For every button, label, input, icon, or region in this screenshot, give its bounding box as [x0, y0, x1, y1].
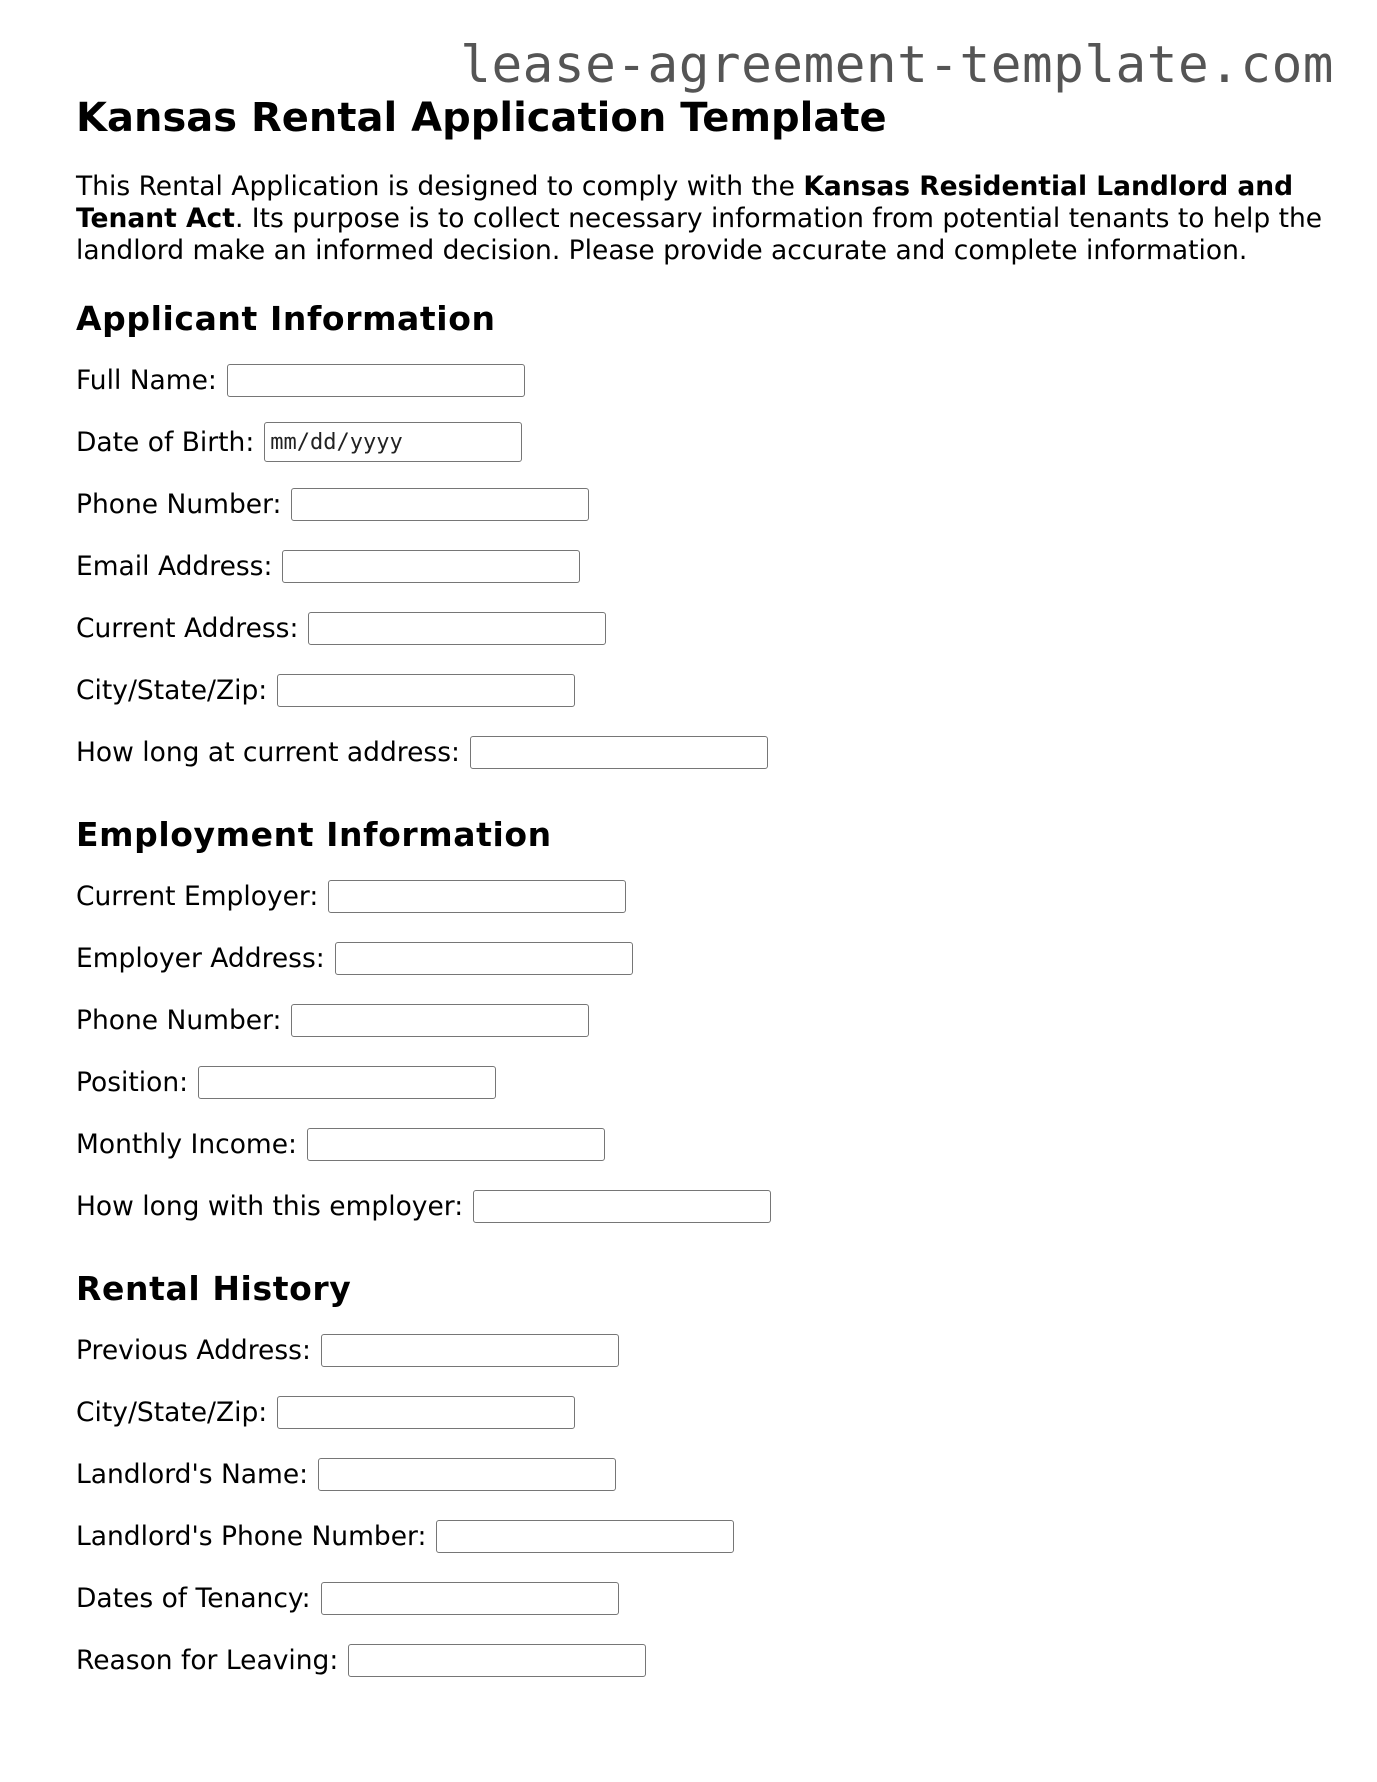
current-employer-label: Current Employer:	[76, 880, 319, 912]
landlord-phone-label: Landlord's Phone Number:	[76, 1520, 427, 1552]
landlord-phone-row	[76, 1505, 1326, 1567]
intro-text-start: This Rental Application is designed to comply with the	[76, 171, 804, 202]
current-employer-input[interactable]	[328, 880, 626, 913]
city-state-zip-row	[76, 659, 1326, 721]
dates-of-tenancy-row	[76, 1567, 1326, 1629]
current-address-row	[76, 597, 1326, 659]
email-address-label: Email Address:	[76, 550, 273, 582]
reason-for-leaving-input[interactable]	[348, 1644, 646, 1677]
previous-address-input[interactable]	[321, 1334, 619, 1367]
previous-address-row	[76, 1319, 1326, 1381]
landlord-name-label: Landlord's Name:	[76, 1458, 309, 1490]
phone-number-row	[76, 473, 1326, 535]
phone-number-input[interactable]	[291, 488, 589, 521]
reason-for-leaving-label: Reason for Leaving:	[76, 1644, 339, 1676]
employer-phone-input[interactable]	[291, 1004, 589, 1037]
position-row	[76, 1051, 1326, 1113]
city-state-zip-label: City/State/Zip:	[76, 674, 268, 706]
landlord-name-input[interactable]	[318, 1458, 616, 1491]
employer-address-row	[76, 927, 1326, 989]
applicant-heading: Applicant Information	[76, 299, 496, 338]
intro-paragraph	[76, 171, 1326, 267]
employment-heading: Employment Information	[76, 815, 552, 854]
email-address-input[interactable]	[282, 550, 580, 583]
phone-number-label: Phone Number:	[76, 488, 282, 520]
reason-for-leaving-row	[76, 1629, 1326, 1691]
employer-phone-label: Phone Number:	[76, 1004, 282, 1036]
time-with-employer-input[interactable]	[473, 1190, 771, 1223]
date-of-birth-row	[76, 411, 1326, 473]
previous-address-label: Previous Address:	[76, 1334, 311, 1366]
employer-address-label: Employer Address:	[76, 942, 325, 974]
position-input[interactable]	[198, 1066, 496, 1099]
application-form	[76, 93, 1326, 1691]
current-address-label: Current Address:	[76, 612, 299, 644]
position-label: Position:	[76, 1066, 189, 1098]
employer-address-input[interactable]	[335, 942, 633, 975]
rental-history-heading: Rental History	[76, 1269, 352, 1308]
landlord-name-row	[76, 1443, 1326, 1505]
current-address-input[interactable]	[308, 612, 606, 645]
time-at-address-row	[76, 721, 1326, 783]
previous-city-state-zip-row	[76, 1381, 1326, 1443]
current-employer-row	[76, 865, 1326, 927]
page-title: Kansas Rental Application Template	[76, 95, 887, 141]
employer-phone-row	[76, 989, 1326, 1051]
time-at-address-input[interactable]	[470, 736, 768, 769]
time-at-address-label: How long at current address:	[76, 736, 460, 768]
date-of-birth-label: Date of Birth:	[76, 426, 255, 458]
email-address-row	[76, 535, 1326, 597]
time-with-employer-row	[76, 1175, 1326, 1237]
full-name-input[interactable]	[227, 364, 525, 397]
intro-act-name: Kansas Residential Landlord and Tenant Act	[76, 171, 1294, 234]
dates-of-tenancy-input[interactable]	[321, 1582, 619, 1615]
previous-city-state-zip-input[interactable]	[277, 1396, 575, 1429]
employment-section	[76, 813, 1326, 1237]
monthly-income-label: Monthly Income:	[76, 1128, 297, 1160]
applicant-section	[76, 297, 1326, 783]
full-name-label: Full Name:	[76, 364, 217, 396]
city-state-zip-input[interactable]	[277, 674, 575, 707]
monthly-income-row	[76, 1113, 1326, 1175]
previous-city-state-zip-label: City/State/Zip:	[76, 1396, 268, 1428]
date-of-birth-input[interactable]	[264, 422, 522, 462]
dates-of-tenancy-label: Dates of Tenancy:	[76, 1582, 311, 1614]
monthly-income-input[interactable]	[307, 1128, 605, 1161]
time-with-employer-label: How long with this employer:	[76, 1190, 464, 1222]
full-name-row	[76, 349, 1326, 411]
rental-history-section	[76, 1267, 1326, 1691]
intro-text-end: . Its purpose is to collect necessary information from potential tenants to help the landlord make an informed decision. Please provide accurate and complete information.	[76, 203, 1323, 266]
landlord-phone-input[interactable]	[436, 1520, 734, 1553]
site-watermark: lease-agreement-template.com	[460, 36, 1334, 95]
